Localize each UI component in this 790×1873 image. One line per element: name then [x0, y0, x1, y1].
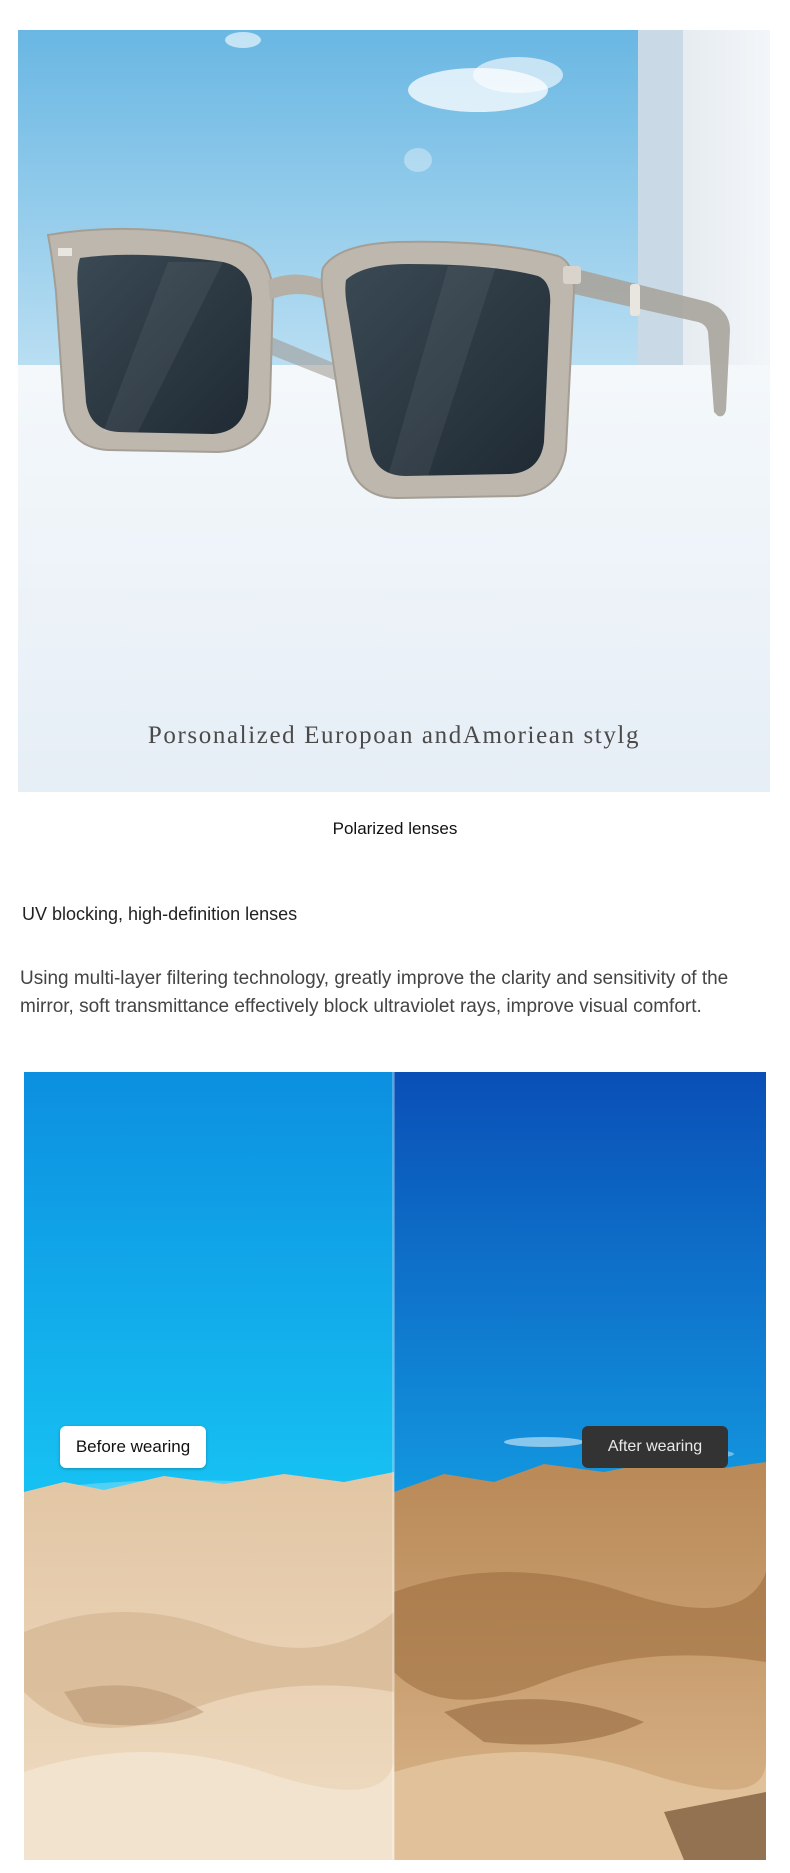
section-subtitle: Polarized lenses [332, 819, 458, 838]
feature-title: UV blocking, high-definition lenses [22, 904, 298, 924]
after-wearing-label: After wearing [582, 1426, 728, 1468]
hero-product-image [18, 30, 770, 792]
feature-description: Using multi-layer filtering technology, greatly improve the clarity and sensitivity of the mirror, soft transmittance effectively block ultraviolet rays, improve visual comfort. [20, 968, 729, 1017]
before-wearing-label: Before wearing [60, 1426, 206, 1468]
hero-caption: Porsonalized Europoan andAmoriean stylg [147, 722, 641, 749]
sunglasses-illustration [18, 30, 770, 792]
